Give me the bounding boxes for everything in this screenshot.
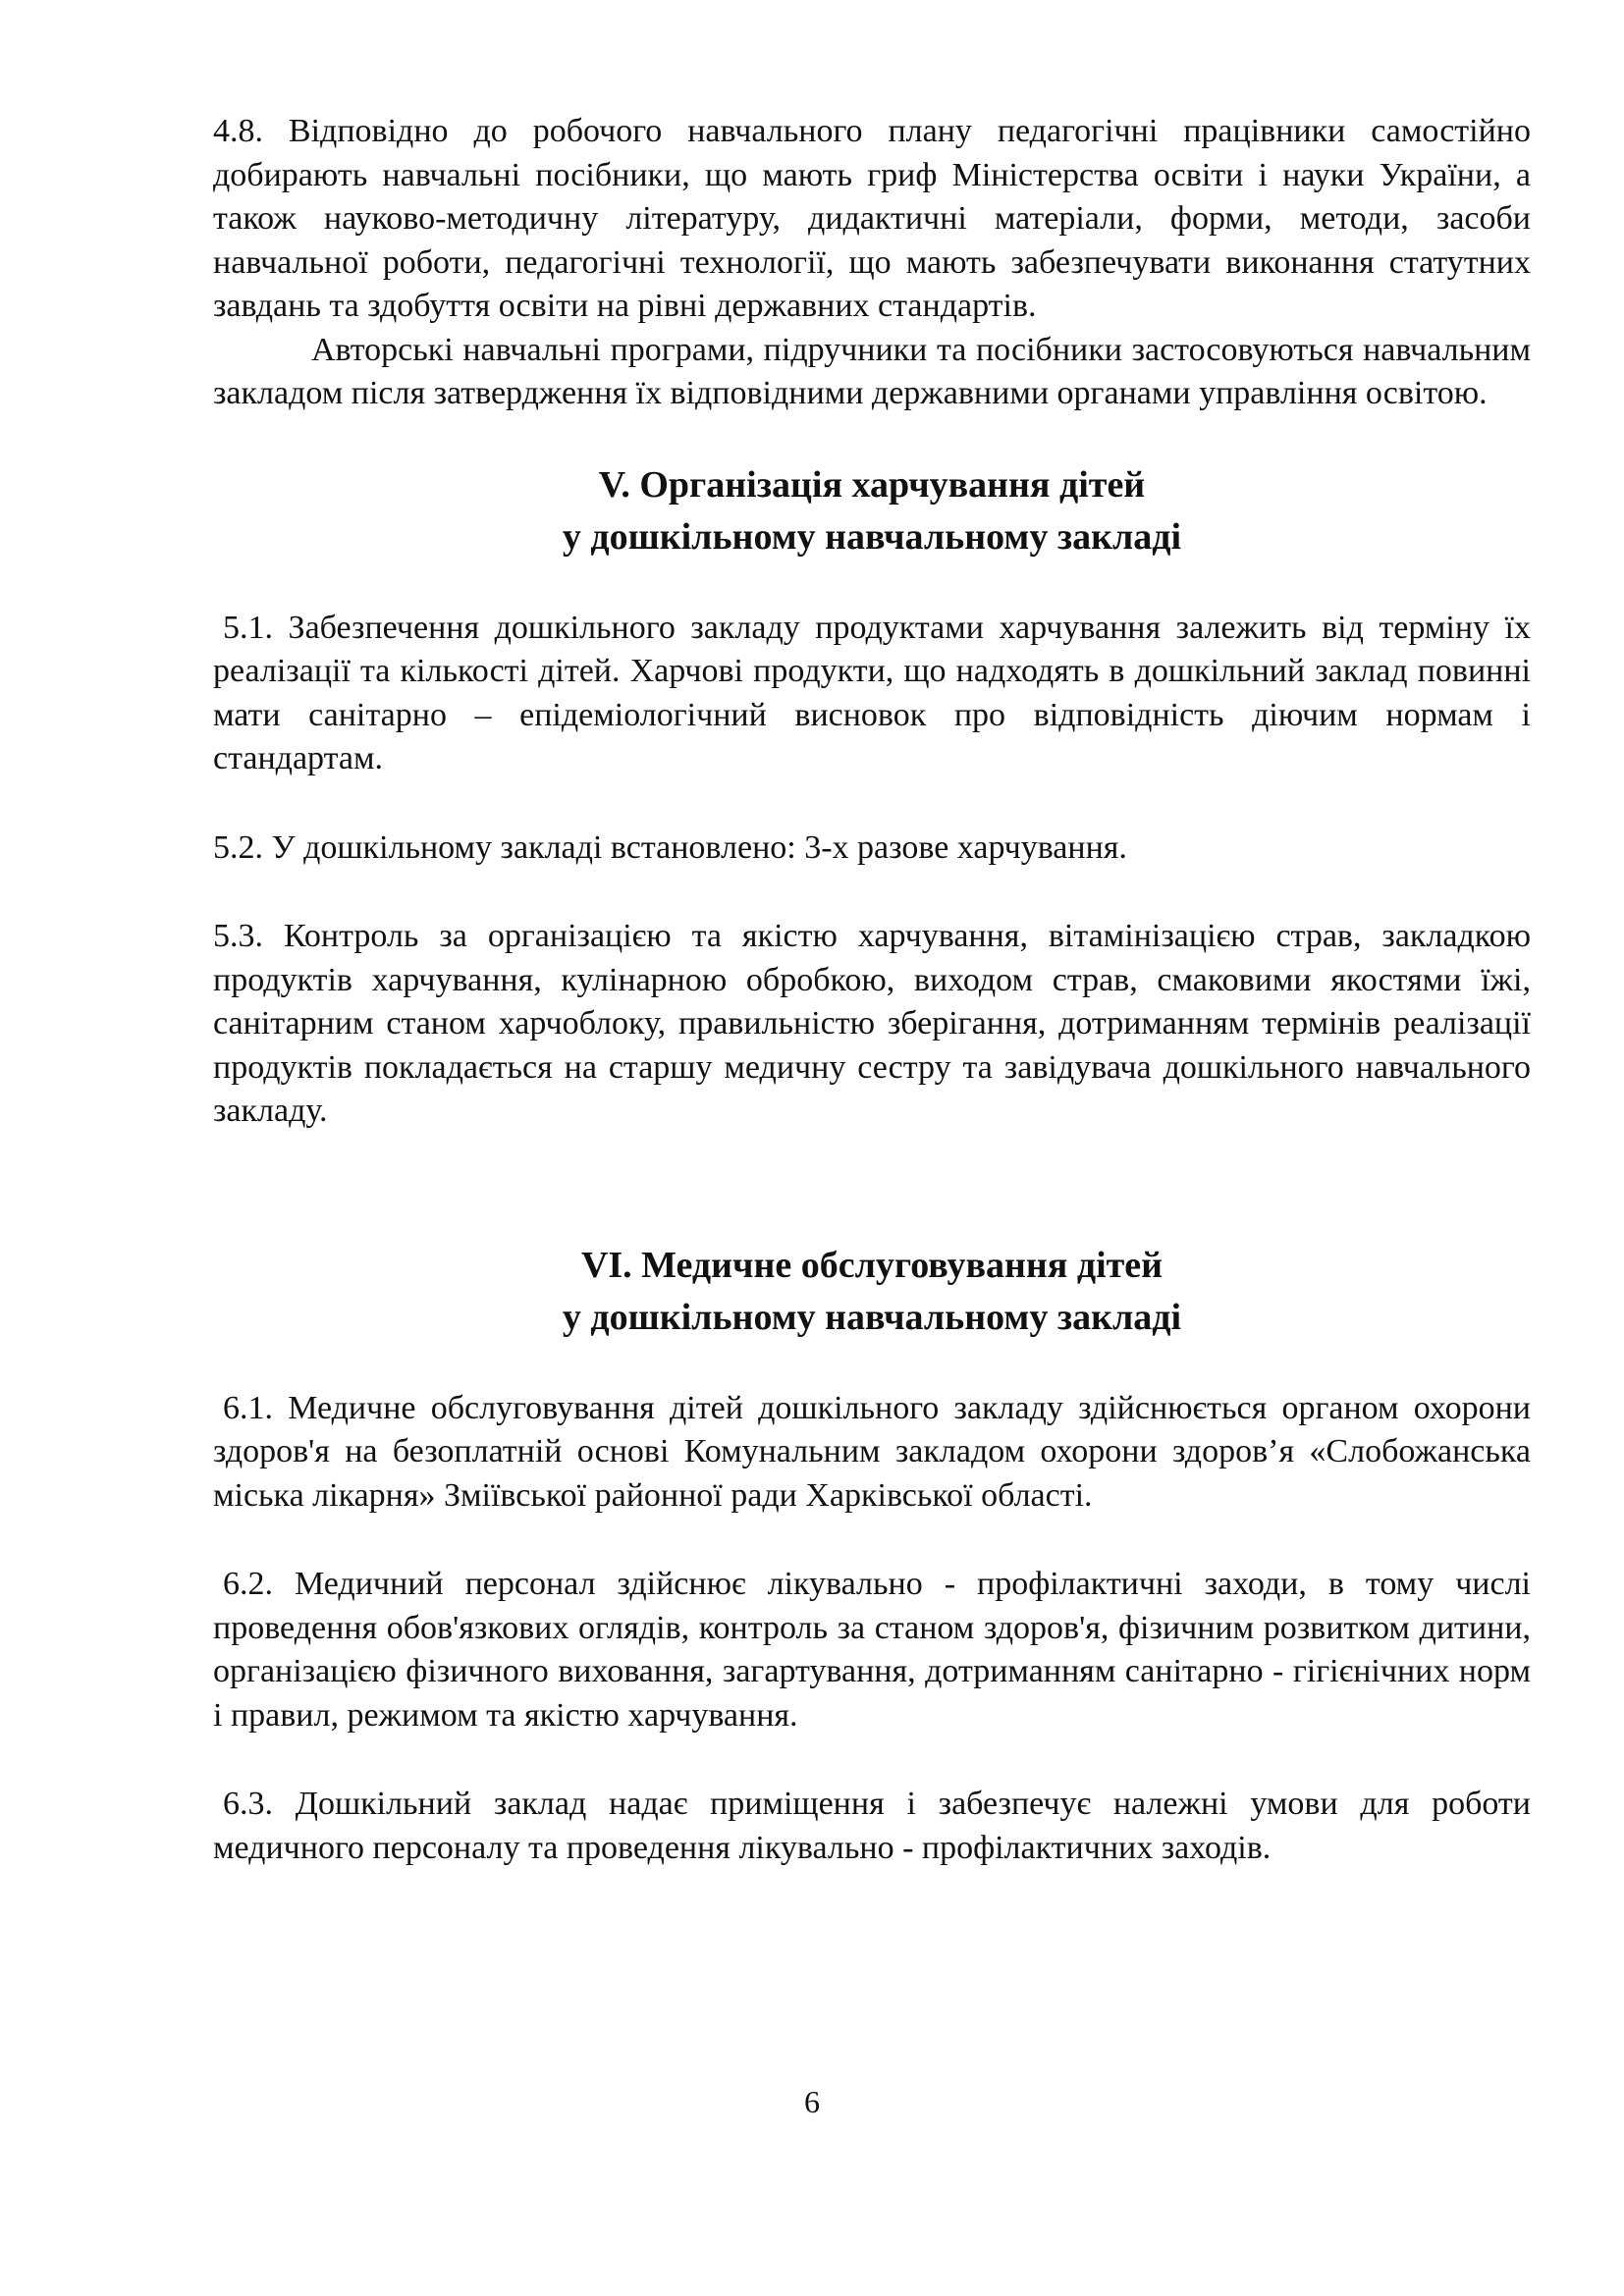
paragraph-6-1: 6.1. Медичне обслуговування дітей дошкільного закладу здійснюється органом охорони здоров'я на безоплатній основі Комунальним закладом охорони здоров’я «Слобожанська міська лікарня» Зміївської районної ради Харківської області. (213, 1389, 1531, 1514)
spacer (213, 563, 1531, 607)
spacer (213, 1737, 1531, 1783)
page-number: 6 (804, 2084, 820, 2119)
document-page (213, 110, 1531, 1870)
paragraph-5-2: 5.2. У дошкільному закладі встановлено: 3-х разове харчування. (213, 828, 1127, 866)
spacer (213, 1134, 1531, 1240)
section-6-title-line2: у дошкільному навчальному закладі (562, 1296, 1182, 1338)
section-5-title-line2: у дошкільному навчальному закладі (562, 515, 1182, 558)
section-6-heading (213, 1240, 1531, 1344)
paragraph-5-3: 5.3. Контроль за організацією та якістю харчування, вітамінізацією страв, закладкою продуктів харчування, кулінарною обробкою, виходом страв, смаковими якостями їжі, санітарним станом харчоблоку, правильністю зберігання, дотриманням термінів реалізації продуктів покладається на старшу медичну сестру та завідувача дошкільного навчального закладу. (213, 918, 1531, 1129)
section-5-heading (213, 459, 1531, 563)
section-5-title-line1: V. Організація харчування дітей (598, 463, 1146, 506)
paragraph-6-3: 6.3. Дошкільний заклад надає приміщення і забезпечує належні умови для роботи медичного персоналу та проведення лікувально - профілактичних заходів. (213, 1786, 1531, 1866)
spacer (213, 870, 1531, 915)
section-6-title-line1: VI. Медичне обслуговування дітей (580, 1244, 1164, 1286)
paragraph-6-2: 6.2. Медичний персонал здійснює лікувально - профілактичні заходи, в тому числі проведення обов'язкових оглядів, контроль за станом здоров'я, фізичним розвитком дитини, організацією фізичного виховання, загартування, дотриманням санітарно - гігієнічних норм і правил, режимом та якістю харчування. (213, 1566, 1531, 1734)
spacer (213, 1344, 1531, 1387)
spacer (213, 416, 1531, 459)
spacer (213, 1518, 1531, 1563)
paragraph-4-8: 4.8. Відповідно до робочого навчального плану педагогічні працівники самостійно добирають навчальні посібники, що мають гриф Міністерства освіти і науки України, а також науково-методичну літературу, дидактичні матеріали, форми, методи, засоби навчальної роботи, педагогічні технології, що мають забезпечувати виконання статутних завдань та здобуття освіти на рівні державних стандартів. (213, 113, 1531, 324)
paragraph-4-8-continued: Авторські навчальні програми, підручники та посібники застосовуються навчальним закладом після затвердження їх відповідними державними органами управління освітою. (213, 331, 1531, 411)
paragraph-5-1: 5.1. Забезпечення дошкільного закладу продуктами харчування залежить від терміну їх реалізації та кількості дітей. Харчові продукти, що надходять в дошкільний заклад повинні мати санітарно – епідеміологічний висновок про відповідність діючим нормам і стандартам. (213, 609, 1531, 776)
spacer (213, 781, 1531, 827)
